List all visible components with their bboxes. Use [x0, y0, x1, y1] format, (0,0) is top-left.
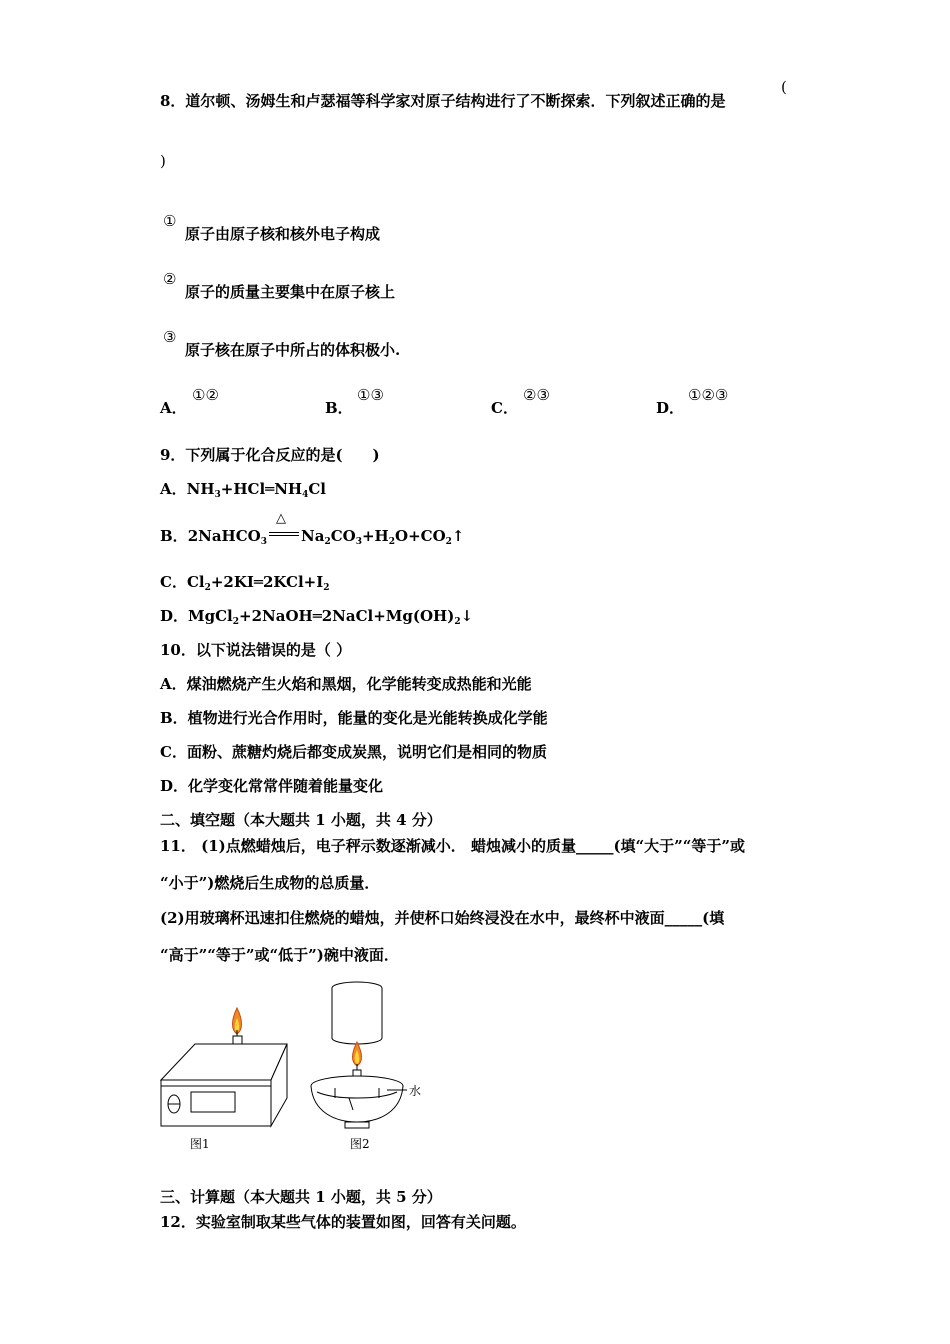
q10-option-d: D．化学变化常常伴随着能量变化 [160, 777, 384, 795]
q11-line2: “小于”)燃烧后生成物的总质量． [160, 874, 380, 892]
q8-option-c-label: C． [491, 399, 518, 417]
q8-open-paren: ( [781, 78, 787, 96]
q8-stem: 8．道尔顿、汤姆生和卢瑟福等科学家对原子结构进行了不断探索．下列叙述正确的是 [160, 92, 726, 110]
q9-option-d: D．$MgCl_2+2NaOH═2NaCl+Mg(OH)_2↓$ [160, 607, 474, 627]
q8-option-d-label: D． [656, 399, 685, 417]
q8-option-c-value: ②③ [523, 386, 550, 404]
q8-item-1-text: 原子由原子核和核外电子构成 [185, 225, 381, 243]
q9-equals-top [269, 532, 299, 533]
q10-option-a: A．煤油燃烧产生火焰和黑烟，化学能转变成热能和光能 [160, 675, 532, 693]
q9-stem: 9．下列属于化合反应的是( ) [160, 446, 380, 464]
q8-option-d-value: ①②③ [688, 386, 729, 404]
q8-option-b-label: B． [325, 399, 353, 417]
figure-1-caption: 图1 [190, 1137, 210, 1151]
q10-stem: 10．以下说法错误的是（ ） [160, 641, 352, 659]
q8-option-b-value: ①③ [357, 386, 384, 404]
q9-heat-arrow [267, 511, 301, 545]
q8-option-a-value: ①② [192, 386, 219, 404]
q8-item-3-num: ③ [163, 328, 177, 346]
q8-close-paren: ) [160, 152, 166, 170]
q8-item-3-text: 原子核在原子中所占的体积极小. [185, 341, 401, 359]
section2-heading: 二、填空题（本大题共 1 小题，共 4 分） [160, 811, 442, 829]
q8-item-2-text: 原子的质量主要集中在原子核上 [185, 283, 396, 301]
section3-heading: 三、计算题（本大题共 1 小题，共 5 分） [160, 1188, 442, 1206]
q12-stem: 12．实验室制取某些气体的装置如图，回答有关问题。 [160, 1213, 526, 1231]
q8-item-2-num: ② [163, 270, 177, 288]
q9-option-b-label: B． [160, 527, 188, 545]
q11-line4: “高于”“等于”或“低于”)碗中液面． [160, 946, 399, 964]
figure-2-glass-candle-water [305, 980, 435, 1140]
q9-heat-condition: △ [276, 511, 286, 526]
figure-1-scale-candle [157, 1000, 297, 1150]
q10-option-b: B．植物进行光合作用时，能量的变化是光能转换成化学能 [160, 709, 548, 727]
q9-option-b: B．2NaHCO$_3$ △ $Na_2CO_3+H_2O+CO_2↑$ [160, 511, 465, 547]
figure-2-caption: 图2 [350, 1137, 370, 1151]
q8-item-1-num: ① [163, 212, 177, 230]
q9-equals-bottom [269, 535, 299, 536]
figure-2-water-label: 水 [409, 1084, 422, 1098]
q11-line3: (2)用玻璃杯迅速扣住燃烧的蜡烛，并使杯口始终浸没在水中，最终杯中液面_____(填 [160, 909, 725, 927]
q9-option-c-label: C． [160, 573, 187, 591]
q9-option-d-label: D． [160, 607, 189, 625]
q9-option-a: A．$NH_3+HCl═NH_4Cl$ [160, 480, 326, 500]
q11-line1: 11． (1)点燃蜡烛后，电子秤示数逐渐减小． 蜡烛减小的质量_____(填“大于”“等于”或 [160, 837, 746, 855]
q10-option-c: C．面粉、蔗糖灼烧后都变成炭黑，说明它们是相同的物质 [160, 743, 547, 761]
q9-option-a-label: A． [160, 480, 187, 498]
q9-option-c: C．$Cl_2+2KI═2KCl+I_2$ [160, 573, 330, 593]
q8-option-a-label: A． [160, 399, 187, 417]
